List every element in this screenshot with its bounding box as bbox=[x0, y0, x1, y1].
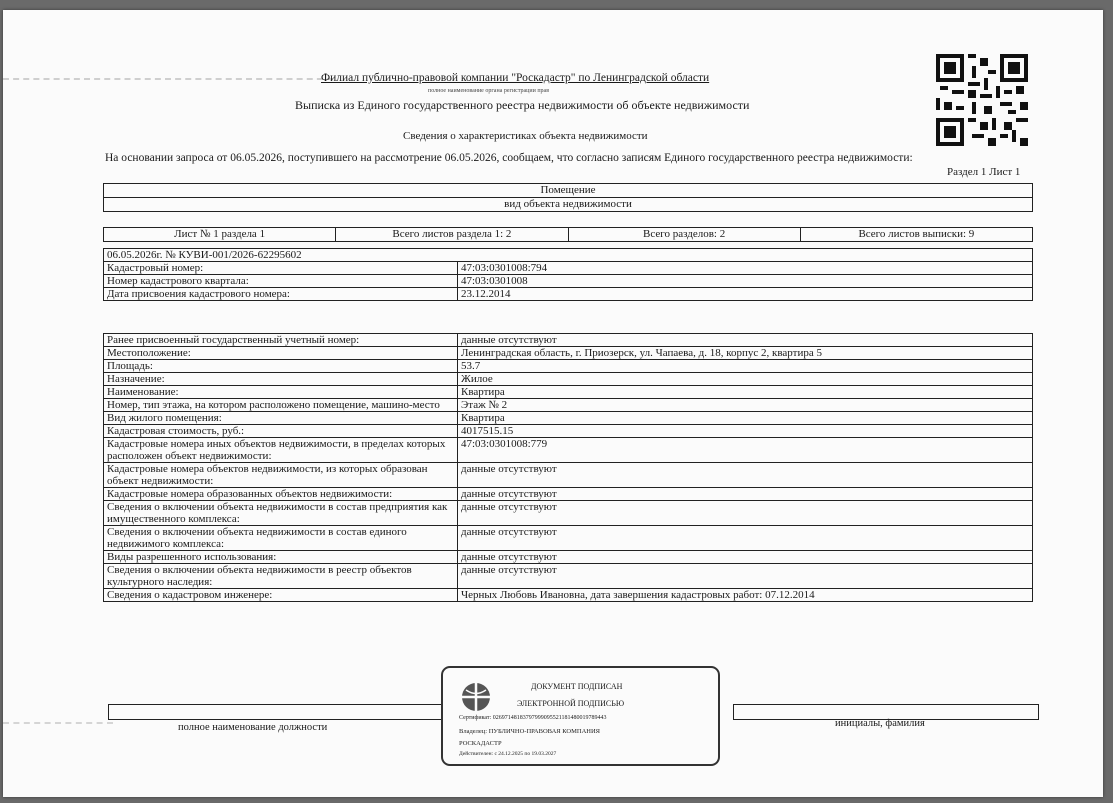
row-label: Кадастровые номера иных объектов недвижимости, в пределах которых расположен объект недвижимости: bbox=[104, 438, 458, 463]
row-label: Кадастровая стоимость, руб.: bbox=[104, 425, 458, 438]
document-subtitle: Сведения о характеристиках объекта недвижимости bbox=[403, 130, 648, 142]
row-label: Наименование: bbox=[104, 386, 458, 399]
sheet-number: Лист № 1 раздела 1 bbox=[104, 228, 336, 242]
stamp-owner: Владелец: ПУБЛИЧНО-ПРАВОВАЯ КОМПАНИЯ bbox=[459, 728, 600, 735]
row-value: 4017515.15 bbox=[458, 425, 1033, 438]
ident-value: 47:03:0301008:794 bbox=[458, 262, 1033, 275]
row-value: 53.7 bbox=[458, 360, 1033, 373]
row-label: Сведения о включении объекта недвижимости в состав единого недвижимого комплекса: bbox=[104, 526, 458, 551]
total-sections: Всего разделов: 2 bbox=[568, 228, 800, 242]
row-label: Виды разрешенного использования: bbox=[104, 551, 458, 564]
table-row bbox=[104, 488, 1033, 501]
row-label: Вид жилого помещения: bbox=[104, 412, 458, 425]
row-label: Сведения о включении объекта недвижимости в реестр объектов культурного наследия: bbox=[104, 564, 458, 589]
document-title: Выписка из Единого государственного реестра недвижимости об объекте недвижимости bbox=[295, 98, 750, 112]
table-row bbox=[104, 399, 1033, 412]
row-value: Квартира bbox=[458, 412, 1033, 425]
row-value: данные отсутствуют bbox=[458, 501, 1033, 526]
table-row bbox=[104, 334, 1033, 347]
row-label: Назначение: bbox=[104, 373, 458, 386]
row-value: данные отсутствуют bbox=[458, 463, 1033, 488]
stamp-certificate: Сертификат: 02697148183797999095521181480019789443 bbox=[459, 715, 607, 721]
sheets-table bbox=[103, 227, 1033, 242]
ident-label: Дата присвоения кадастрового номера: bbox=[104, 288, 458, 301]
section-label: Раздел 1 Лист 1 bbox=[947, 166, 1021, 178]
scan-artifact bbox=[3, 78, 333, 80]
stamp-owner-org: РОСКАДАСТР bbox=[459, 740, 502, 747]
rosreestr-emblem-icon bbox=[461, 682, 491, 712]
stamp-line2: ЭЛЕКТРОННОЙ ПОДПИСЬЮ bbox=[517, 699, 625, 708]
table-row bbox=[104, 360, 1033, 373]
row-label: Сведения о включении объекта недвижимости в состав предприятия как имущественного комплекса: bbox=[104, 501, 458, 526]
ident-label: Кадастровый номер: bbox=[104, 262, 458, 275]
row-value: Квартира bbox=[458, 386, 1033, 399]
row-label: Ранее присвоенный государственный учетный номер: bbox=[104, 334, 458, 347]
row-label: Сведения о кадастровом инженере: bbox=[104, 589, 458, 602]
row-value: Жилое bbox=[458, 373, 1033, 386]
row-label: Кадастровые номера образованных объектов недвижимости: bbox=[104, 488, 458, 501]
name-label: инициалы, фамилия bbox=[835, 718, 925, 729]
row-value: данные отсутствуют bbox=[458, 551, 1033, 564]
row-label: Площадь: bbox=[104, 360, 458, 373]
request-basis-text: На основании запроса от 06.05.2026, поступившего на рассмотрение 06.05.2026, сообщаем, что согласно записям Единого государственного реестра недвижимости: bbox=[105, 152, 913, 164]
row-value: данные отсутствуют bbox=[458, 564, 1033, 589]
row-value: данные отсутствуют bbox=[458, 526, 1033, 551]
table-row bbox=[104, 564, 1033, 589]
table-row bbox=[104, 526, 1033, 551]
total-extract-sheets: Всего листов выписки: 9 bbox=[800, 228, 1032, 242]
qr-code-icon bbox=[936, 54, 1028, 146]
position-label: полное наименование должности bbox=[178, 722, 328, 733]
table-row bbox=[104, 463, 1033, 488]
object-type: Помещение bbox=[104, 184, 1033, 198]
table-row bbox=[104, 412, 1033, 425]
row-value: 47:03:0301008:779 bbox=[458, 438, 1033, 463]
table-row bbox=[104, 501, 1033, 526]
position-cell bbox=[108, 704, 443, 720]
scan-artifact bbox=[3, 722, 113, 724]
row-value: Черных Любовь Ивановна, дата завершения кадастровых работ: 07.12.2014 bbox=[458, 589, 1033, 602]
object-type-table bbox=[103, 183, 1033, 212]
table-row bbox=[104, 425, 1033, 438]
ident-value: 47:03:0301008 bbox=[458, 275, 1033, 288]
object-type-caption: вид объекта недвижимости bbox=[104, 198, 1033, 212]
table-row bbox=[104, 589, 1033, 602]
row-value: данные отсутствуют bbox=[458, 488, 1033, 501]
stamp-line1: ДОКУМЕНТ ПОДПИСАН bbox=[531, 682, 623, 691]
total-section-sheets: Всего листов раздела 1: 2 bbox=[336, 228, 568, 242]
organization-name: Филиал публично-правовой компании "Роскадастр" по Ленинградской области bbox=[321, 72, 710, 84]
table-row bbox=[104, 386, 1033, 399]
table-row bbox=[104, 347, 1033, 360]
electronic-signature-stamp bbox=[441, 666, 720, 766]
row-label: Местоположение: bbox=[104, 347, 458, 360]
row-label: Кадастровые номера объектов недвижимости, из которых образован объект недвижимости: bbox=[104, 463, 458, 488]
characteristics-table bbox=[103, 333, 1033, 602]
table-row bbox=[104, 373, 1033, 386]
ident-value: 23.12.2014 bbox=[458, 288, 1033, 301]
document-number: 06.05.2026г. № КУВИ-001/2026-62295602 bbox=[104, 249, 1033, 262]
table-row bbox=[104, 551, 1033, 564]
table-row bbox=[104, 438, 1033, 463]
organization-caption: полное наименование органа регистрации прав bbox=[428, 88, 550, 94]
row-value: данные отсутствуют bbox=[458, 334, 1033, 347]
stamp-valid: Действителен: с 24.12.2025 по 19.03.2027 bbox=[459, 751, 557, 757]
row-value: Ленинградская область, г. Приозерск, ул. Чапаева, д. 18, корпус 2, квартира 5 bbox=[458, 347, 1033, 360]
row-label: Номер, тип этажа, на котором расположено помещение, машино-место bbox=[104, 399, 458, 412]
identification-table bbox=[103, 248, 1033, 301]
row-value: Этаж № 2 bbox=[458, 399, 1033, 412]
document-page bbox=[3, 10, 1103, 797]
ident-label: Номер кадастрового квартала: bbox=[104, 275, 458, 288]
